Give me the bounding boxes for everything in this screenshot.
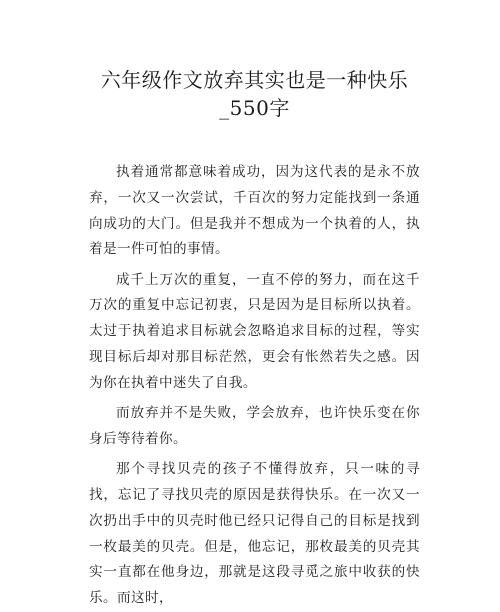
document-body	[89, 160, 420, 612]
document-title: 六年级作文放弃其实也是一种快乐_550字	[100, 68, 409, 120]
paragraph: 那个寻找贝壳的孩子不懂得放弃，只一味的寻找，忘记了寻找贝壳的原因是获得快乐。在一次又一次扔出手中的贝壳时他已经只记得自己的目标是找到一枚最美的贝壳。但是，他忘记，那枚最美的贝壳其实一直都在他身边，那就是这段寻觅之旅中收获的快乐。而这时，	[89, 461, 420, 607]
paragraph: 而放弃并不是失败，学会放弃，也许快乐变在你身后等待着你。	[89, 405, 420, 447]
paragraph: 成千上万次的重复，一直不停的努力，而在这千万次的重复中忘记初衷，只是因为是目标所以执着。太过于执着追求目标就会忽略追求目标的过程，等实现目标后却对那目标茫然，更会有怅然若失之感。因为你在执着中迷失了自我。	[89, 271, 420, 391]
paragraph: 执着通常都意味着成功，因为这代表的是永不放弃，一次又一次尝试，千百次的努力定能找到一条通向成功的大门。但是我并不想成为一个执着的人，执着是一件可怕的事情。	[89, 164, 420, 258]
